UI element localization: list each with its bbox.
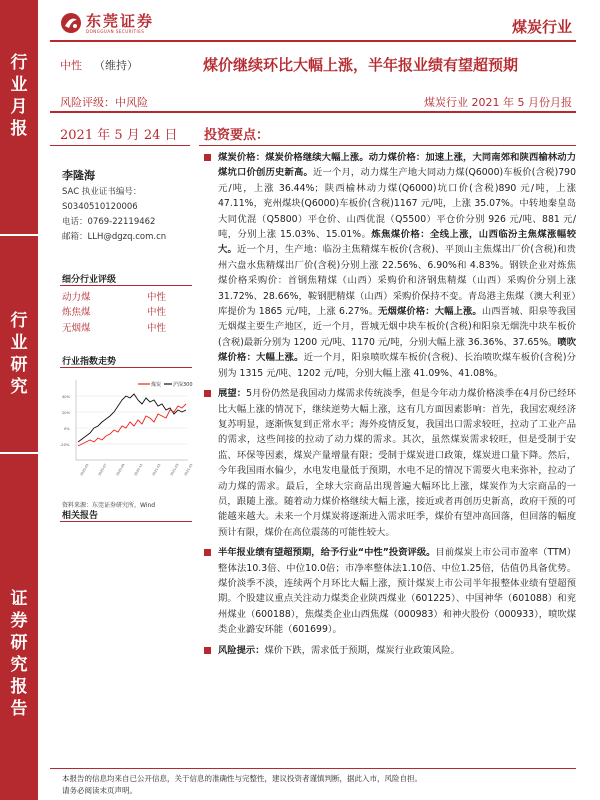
series-line-1	[78, 404, 186, 446]
side-label-char: 月	[10, 97, 28, 117]
side-label-char: 券	[10, 611, 28, 631]
rating	[60, 57, 138, 73]
para-body: 5月份仍然是我国动力煤需求传统淡季，但是今年动力煤价格淡季在4月份已经环比大幅上涨的情况下，继续逆势大幅上涨，这有几方面因素影响：首先，我国宏观经济复苏明显，逐渐恢复到正常水平；海外疫情反复，我国出口需求较旺，拉动了工业产品的需求，这些间接的拉动了动力煤的需求。其次，虽然煤炭需求较旺，但是受制于安监、环保等因素，煤炭产量增量有限；受制于煤炭进口政策，煤炭进口量下降。然后，今年我国雨水偏少，水电发电量低于预期，水电不足的情况下需要火电来弥补，拉动了动力煤的需求。最后，全球大宗商品出现普遍大幅环比上涨，煤炭作为大宗商品的一员，跟随上涨。随着动力煤价格继续大幅上涨，接近或者再创历史新高，政府干预的可能越来越大。未来一个月煤炭将逐渐进入需求旺季，煤价有望冲高回落，但回落的幅度预计有限，煤价在高位震荡的可能性较大。	[218, 388, 576, 538]
svg-text:20%: 20%	[62, 411, 70, 415]
para-lead: 喷吹煤价格：大幅上涨。	[218, 336, 576, 364]
svg-text:-20%: -20%	[60, 443, 70, 447]
para-body: 近一个月，生产地：临汾主焦精煤车板价(含税)、平顶山主焦煤出厂价(含税)和贵州六盘水焦精煤出厂价(含税)分别上涨 22.56%、6.90%和 4.83%。钢铁企业对炼焦煤价格采购价：首钢焦精煤（山西）采购价和济钢焦精煤（山西）采购价分别上涨 31.72%、28.66%，鞍钢肥精煤（山西）采购价保持不变。青岛港主焦煤（澳大利亚）库提价为 1865 元/吨，上涨 6.27%。	[218, 244, 576, 318]
side-label-char: 报	[10, 677, 28, 697]
risk-rating: 风险评级：中风险	[60, 96, 148, 109]
side-label-report-type	[0, 52, 38, 140]
sub-industry-table	[62, 288, 166, 335]
svg-text:2021-05: 2021-05	[183, 462, 194, 477]
svg-text:2021-03: 2021-03	[169, 462, 180, 477]
side-label-char: 业	[10, 75, 28, 95]
logo-text-cn: 东莞证券	[86, 11, 155, 30]
bullet-icon	[204, 647, 211, 654]
analyst-cert-label: SAC 执业证书编号：	[62, 187, 142, 197]
logo-text-en: DONGGUAN SECURITIES	[86, 28, 145, 34]
para-lead: 煤炭价格：煤炭价格继续大幅上涨。动力煤价格：加速上涨，大同南郊和陕西榆林动力煤坑口价创历史新高。	[218, 152, 576, 179]
sub-industry-divider	[60, 285, 192, 286]
title-divider	[50, 111, 576, 113]
sub-industry-row	[62, 319, 166, 335]
report-title: 煤价继续环比大幅上涨，半年报业绩有望超预期	[203, 56, 519, 74]
report-type: 煤炭行业 2021 年 5 月份月报	[424, 96, 572, 109]
svg-text:40%: 40%	[62, 395, 70, 399]
sub-industry-row	[62, 304, 166, 320]
paragraph-risk	[204, 643, 576, 658]
related-reports-divider	[60, 521, 192, 522]
rating-label: 中性	[60, 59, 82, 72]
svg-text:2020-07: 2020-07	[97, 462, 108, 477]
sub-industry-name: 炼焦煤	[62, 307, 91, 319]
analyst-name: 李隆海	[62, 169, 95, 182]
index-chart-title: 行业指数走势	[62, 357, 117, 367]
svg-text:2020-05: 2020-05	[79, 462, 90, 477]
side-label-char: 研	[10, 633, 28, 653]
para-lead: 半年报业绩有望超预期，给予行业“中性”投资评级。	[218, 547, 436, 559]
sub-industry-rating: 中性	[147, 322, 167, 334]
para-body: 目前煤炭上市公司市盈率（TTM）整体法10.3倍、中位10.0倍；市净率整体法1.10倍、中位1.25倍，估值仍具备优势。煤价淡季不淡，连续两个月环比大幅上涨，预计煤炭上市公司半年报整体业绩有望超预期。个股建议重点关注动力煤类企业陕西煤业（601225）、中国神华（601088）和兖州煤业（600188），焦煤类企业山西焦煤（000983）和神火股份（000933），喷吹煤类企业潞安环能（601699）。	[218, 547, 576, 636]
para-body: 山西晋城、阳泉等我国无烟煤主要生产地区，近一个月，晋城无烟中块车板价(含税)和阳泉无烟洗中块车板价(含税)最新分别为 1200 元/吨、1170 元/吨，分别大幅上涨 36.36%、37.65%。	[218, 306, 576, 348]
index-chart-divider	[60, 367, 192, 368]
side-label-char: 行	[10, 311, 28, 331]
bullet-icon	[204, 154, 211, 161]
index-chart-svg	[60, 376, 192, 484]
side-divider	[0, 234, 38, 236]
analyst-cert-number: S0340510120006	[62, 202, 138, 212]
related-reports-title: 相关报告	[62, 511, 99, 521]
section-heading: 投资要点：	[204, 128, 270, 143]
para-body: 近一个月，阳泉喷吹煤车板价(含税)、长治喷吹煤车板价(含税)分别为 1315 元/吨、1202 元/吨，分别大幅上涨 41.09%、41.08%。	[218, 352, 576, 379]
bullet-icon	[204, 549, 211, 556]
side-label-char: 业	[10, 333, 28, 353]
side-label-char: 报	[10, 119, 28, 139]
footer-disclaimer: 本报告的信息均来自已公开信息，关于信息的准确性与完整性，建议投资者谨慎判断，据此入市，风险自担。	[62, 774, 422, 783]
industry-label: 煤炭行业	[511, 18, 572, 36]
analyst-info	[62, 168, 166, 245]
para-body: 近一个月，动力煤生产地大同动力煤(Q6000)车板价(含税)790 元/吨，上涨 36.44%；陕西榆林动力煤(Q6000)坑口价(含税)890 元/吨，上涨 47.11%，兖州煤块(Q6000)车板价(含税)1167 元/吨，上涨 35.07%。中转地秦皇岛大同优混（Q5800）平仓价、山西优混（Q5500）平仓价分别 926 元/吨、881 元/吨，分别上涨 15.03%、15.01%。	[218, 167, 576, 241]
sub-industry-title: 细分行业评级	[62, 275, 117, 285]
svg-text:0%: 0%	[64, 427, 70, 431]
company-logo	[60, 12, 154, 34]
paragraph-coal-price	[204, 150, 576, 381]
sub-industry-rating: 中性	[147, 307, 167, 319]
sub-industry-row	[62, 288, 166, 304]
legend-label-1: 煤炭	[151, 382, 162, 388]
side-label-char: 究	[10, 377, 28, 397]
footer	[62, 773, 582, 797]
side-label-char: 行	[10, 53, 28, 73]
svg-text:2020-11: 2020-11	[133, 462, 144, 477]
sub-industry-name: 无烟煤	[62, 322, 91, 334]
side-label-char: 究	[10, 655, 28, 675]
sub-industry-rating: 中性	[147, 291, 167, 303]
para-body: 煤价下跌，需求低于预期，煤炭行业政策风险。	[264, 644, 460, 656]
side-label-char: 研	[10, 355, 28, 375]
para-lead: 风险提示：	[218, 644, 265, 656]
para-lead: 炼焦煤价格：全线上涨，山西临汾主焦煤涨幅较大。	[218, 229, 576, 256]
index-chart	[60, 376, 192, 484]
para-lead: 无烟煤价格：大幅上涨。	[378, 306, 482, 318]
side-label-char: 告	[10, 699, 28, 719]
svg-text:2021-01: 2021-01	[151, 462, 162, 477]
logo-mark-icon	[60, 12, 82, 34]
footer-notice: 请务必阅读末页声明。	[62, 786, 137, 795]
svg-text:2020-09: 2020-09	[115, 462, 126, 477]
rating-status: （维持）	[94, 59, 138, 72]
report-date: 2021 年 5 月 24 日	[60, 128, 178, 143]
sub-industry-name: 动力煤	[62, 291, 91, 303]
left-divider	[50, 145, 190, 146]
right-divider	[199, 145, 576, 146]
side-label-industry-research	[0, 310, 38, 398]
paragraph-outlook	[204, 386, 576, 540]
series-line-2	[78, 394, 186, 442]
side-label-char: 证	[10, 589, 28, 609]
chart-source: 资料来源：东莞证券研究所，Wind	[62, 502, 156, 509]
main-content	[204, 150, 576, 663]
bullet-icon	[204, 390, 211, 397]
paragraph-investment-rating	[204, 545, 576, 637]
legend-label-2: 沪深300	[173, 382, 193, 388]
analyst-phone: 电话：0769-22119462	[62, 217, 156, 227]
header-divider	[50, 40, 576, 42]
side-divider	[0, 452, 38, 454]
para-lead: 展望：	[218, 388, 247, 400]
analyst-email: 邮箱：LLH@dgzq.com.cn	[62, 232, 167, 242]
side-label-securities-report	[0, 588, 38, 720]
footer-divider	[50, 768, 576, 769]
